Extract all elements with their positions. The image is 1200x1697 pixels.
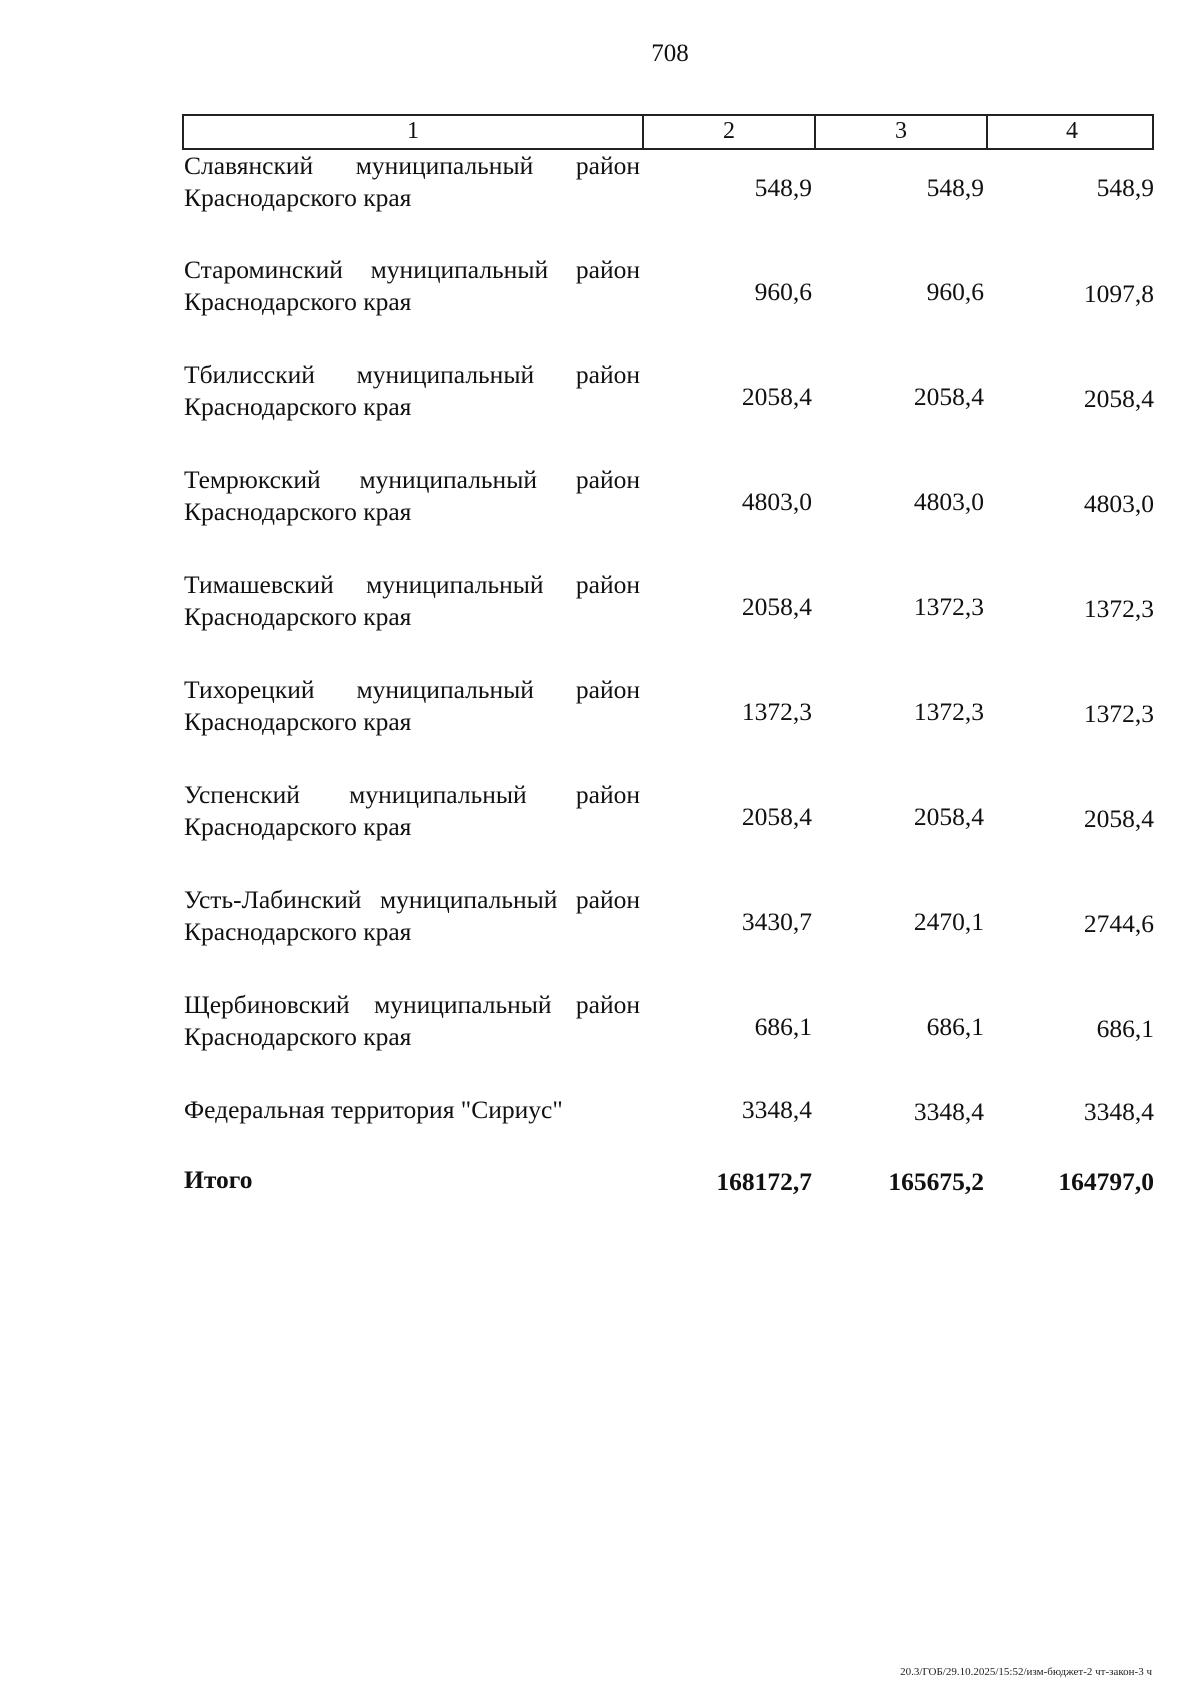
row-value-col3: 2470,1	[913, 907, 984, 936]
row-value-col4: 4803,0	[1083, 489, 1154, 518]
row-value-col3: 2058,4	[913, 802, 984, 831]
row-value-col3: 3348,4	[913, 1097, 984, 1126]
row-name: Успенский муниципальный район Краснодарского края	[184, 780, 640, 841]
header-col-4: 4	[986, 116, 1156, 148]
row-value-col4: 2058,4	[1083, 384, 1154, 413]
table-row	[182, 779, 1154, 869]
table-total-row	[182, 1164, 1154, 1214]
table-row	[182, 359, 1154, 449]
row-name: Темрюкский муниципальный район Краснодарского края	[184, 465, 640, 526]
row-name: Тимашевский муниципальный район Краснодарского края	[184, 570, 640, 631]
total-value-col4: 164797,0	[1058, 1167, 1154, 1196]
total-value-col3: 165675,2	[888, 1167, 984, 1196]
row-name: Усть-Лабинский муниципальный район Краснодарского края	[184, 885, 640, 946]
row-value-col2: 4803,0	[741, 487, 812, 516]
row-value-col3: 4803,0	[913, 487, 984, 516]
table-header	[182, 114, 1154, 150]
header-col-3: 3	[814, 116, 986, 148]
row-value-col2: 2058,4	[741, 592, 812, 621]
row-value-col4: 686,1	[1096, 1014, 1154, 1043]
row-name: Федеральная территория "Сириус"	[184, 1095, 563, 1124]
header-col-1: 1	[407, 118, 419, 144]
row-name: Славянский муниципальный район Краснодарского края	[184, 151, 640, 212]
row-value-col2: 1372,3	[741, 697, 812, 726]
table-row	[182, 1094, 1154, 1144]
row-value-col4: 548,9	[1096, 173, 1154, 202]
total-value-col2: 168172,7	[716, 1167, 812, 1196]
row-value-col2: 960,6	[754, 277, 812, 306]
row-value-col3: 686,1	[926, 1012, 984, 1041]
row-value-col2: 3430,7	[741, 907, 812, 936]
footer-stamp: 20.3/ГОБ/29.10.2025/15:52/изм-бюджет-2 чт-закон-3 ч	[900, 1666, 1152, 1678]
table-row	[182, 254, 1154, 344]
table-row	[182, 150, 1154, 240]
row-value-col2: 548,9	[754, 173, 812, 202]
row-name: Тбилисский муниципальный район Краснодарского края	[184, 360, 640, 421]
row-value-col4: 1372,3	[1083, 699, 1154, 728]
row-value-col2: 686,1	[754, 1012, 812, 1041]
header-col-2: 2	[642, 116, 814, 148]
row-value-col4: 1372,3	[1083, 594, 1154, 623]
table-row	[182, 989, 1154, 1079]
row-value-col3: 1372,3	[913, 697, 984, 726]
table-row	[182, 884, 1154, 974]
total-label: Итого	[184, 1165, 253, 1194]
row-value-col2: 2058,4	[741, 382, 812, 411]
row-name: Щербиновский муниципальный район Краснодарского края	[184, 990, 640, 1051]
row-name: Тихорецкий муниципальный район Краснодарского края	[184, 675, 640, 736]
table-row	[182, 464, 1154, 554]
table-row	[182, 674, 1154, 764]
row-value-col2: 3348,4	[741, 1095, 812, 1124]
row-value-col4: 2744,6	[1083, 909, 1154, 938]
row-value-col3: 2058,4	[913, 382, 984, 411]
row-value-col2: 2058,4	[741, 802, 812, 831]
row-value-col3: 1372,3	[913, 592, 984, 621]
page-number: 708	[651, 40, 689, 67]
row-name: Староминский муниципальный район Краснодарского края	[184, 255, 640, 316]
row-value-col4: 3348,4	[1083, 1097, 1154, 1126]
table-row	[182, 569, 1154, 659]
row-value-col4: 2058,4	[1083, 804, 1154, 833]
row-value-col4: 1097,8	[1083, 279, 1154, 308]
row-value-col3: 960,6	[926, 277, 984, 306]
row-value-col3: 548,9	[926, 173, 984, 202]
